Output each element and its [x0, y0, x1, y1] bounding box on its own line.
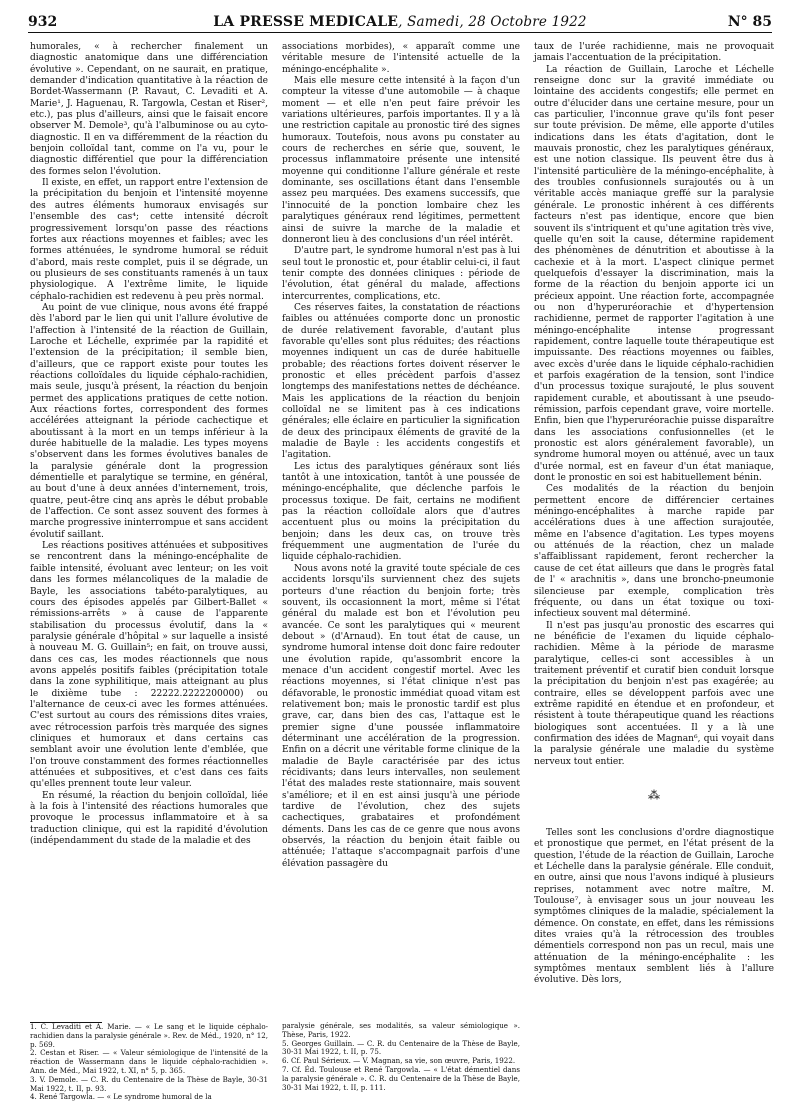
paragraph: Les réactions positives atténuées et subpositives se rencontrent dans la méningo-encéphalite de faible intensité, évoluant avec lenteur; on les voit dans les formes mélancoliques de la maladie de Bayle, les associations tabéto-paralytiques, au cours des épisodes appelés par Gilbert-Ballet « rémissions-arrêts » à cause de l'apparente stabilisation du processus évolutif, dans la « paralysie générale d'hôpital » sur laquelle a insisté à nouveau M. G. Guillain⁵; en fait, on trouve aussi, dans ces cas, les modes réactionnels que nous avons appelés positifs faibles (précipitation totale dans la zone syphilitique, mais atteignant au plus le dixième tube : 22222.2222200000) ou l'alternance de ceux-ci avec les formes atténuées. C'est surtout au cours des rémissions dites vraies, avec rétrocession parfois très marquée des signes cliniques et humoraux et dans certains cas semblant avoir une évolution lente d'emblée, que l'on trouve constamment des formes réactionnelles atténuées et subpositives, et c'est dans ces faits qu'elles prennent toute leur valeur.	[30, 541, 268, 790]
footnote: 4. René Targowla. — « Le syndrome humoral de la	[30, 1092, 212, 1102]
page-number: 932	[28, 14, 58, 30]
paragraph: Il existe, en effet, un rapport entre l'extension de la précipitation du benjoin et l'intensité moyenne des autres éléments humoraux envisagés sur l'ensemble des cas⁴; cette intensité décroît progressivement lorsqu'on passe des réactions fortes aux réactions moyennes et faibles; avec les formes atténuées, le syndrome humoral se réduit d'abord, mais reste complet, puis il se dégrade, un ou plusieurs de ses constituants ramenés à un taux physiologique. A l'extrême limite, le liquide céphalo-rachidien est redevenu à peu près normal.	[30, 178, 268, 302]
running-title	[28, 14, 772, 30]
paragraph: Il n'est pas jusqu'au pronostic des escarres qui ne bénéficie de l'examen du liquide céphalo-rachidien. Même à la période de marasme paralytique, celles-ci sont accessibles à un traitement préventif et curatif bien conduit lorsque la précipitation du benjoin n'est pas exagérée; au contraire, elles se développent parfois avec une extrême rapidité en étendue et en profondeur, et résistent à toute thérapeutique quand les réactions biologiques sont accentuées. Il y a là une confirmation des idées de Magnan⁶, qui voyait dans la paralysie générale une maladie du système nerveux tout entier.	[534, 620, 774, 767]
paragraph: Les ictus des paralytiques généraux sont liés tantôt à une intoxication, tantôt à une poussée de méningo-encéphalite, que déclenche parfois le processus toxique. De fait, certains ne modifient pas la réaction colloïdale alors que d'autres accentuent plus ou moins la précipitation du benjoin; dans les deux cas, on trouve très fréquemment une augmentation de l'urée du liquide céphalo-rachidien.	[282, 461, 520, 563]
section-separator: ⁂	[648, 788, 660, 802]
footnote: 2. Cestan et Riser. — « Valeur sémiologique de l'intensité de la réaction de Wassermann dans le liquide céphalo-rachidien ». Ann. de Méd., Mai 1922, t. XI, n° 5, p. 365.	[30, 1048, 268, 1075]
paragraph: La réaction de Guillain, Laroche et Léchelle renseigne donc sur la gravité immédiate ou lointaine des accidents congestifs; elle permet en outre d'élucider dans une certaine mesure, pour un cas particulier, l'inconnue grave qu'ils font peser sur toute prévision. De même, elle apporte d'utiles indications dans les états d'agitation, dont le mauvais pronostic, chez les paralytiques généraux, est une notion classique. Ils peuvent être dus à l'intensité particulière de la méningo-encéphalite, à des troubles confusionnels surajoutés ou à un véritable accès maniaque greffé sur la paralysie générale. Le pronostic inhérent à ces différents facteurs n'est pas identique, encore que bien souvent ils s'intriquent et qu'une agitation très vive, quelle qu'en soit la cause, détermine rapidement des phénomènes de dénutrition et aboutisse à la cachexie et à la mort. L'aspect clinique permet quelquefois d'essayer la discrimination, mais la forme de la réaction du benjoin apporte ici un précieux appoint. Une réaction forte, accompagnée ou non d'hyperuréorachie et d'hypertension rachidienne, permet de rapporter l'agitation à une méningo-encéphalite intense progressant rapidement, contre laquelle toute thérapeutique est impuissante. Des réactions moyennes ou faibles, avec excès d'urée dans le liquide céphalo-rachidien et parfois exagération de la tension, sont l'indice d'un processus toxique surajouté, le plus souvent rapidement curable, et aboutissant à une pseudo-rémission, parfois cependant grave, voire mortelle. Enfin, bien que l'hyperuréorachie puisse disparaître dans les associations confusionnelles (et le pronostic est alors généralement favorable), un syndrome humoral moyen ou atténué, avec un taux d'urée normal, est en faveur d'un état maniaque, dont le pronostic en soi est habituellement bénin.	[534, 64, 774, 484]
paragraph: En résumé, la réaction du benjoin colloïdal, liée à la fois à l'intensité des réactions humorales que provoque le processus inflammatoire et à sa traduction clinique, qui est la rapidité d'évolution (indépendamment du stade de la maladie et des	[30, 790, 268, 847]
text-column-right	[534, 42, 774, 987]
paragraph: taux de l'urée rachidienne, mais ne provoquait jamais l'accentuation de la précipitation.	[534, 42, 774, 64]
issue-number: N° 85	[727, 14, 772, 30]
paragraph: Telles sont les conclusions d'ordre diagnostique et pronostique que permet, en l'état présent de la question, l'étude de la réaction de Guillain, Laroche et Léchelle dans la paralysie générale. Elle conduit, en outre, ainsi que nous l'avons indiqué à plusieurs reprises, notamment avec notre maître, M. Toulouse⁷, à envisager sous un jour nouveau les symptômes cliniques de la maladie, spécialement la démence. On constate, en effet, dans les rémissions dites vraies qu'à la rétrocession des troubles démentiels correspond non pas un recul, mais une atténuation de la méningo-encéphalite : les symptômes mentaux semblent liés à l'allure évolutive. Dès lors,	[534, 828, 774, 986]
paragraph: Au point de vue clinique, nous avons été frappé dès l'abord par le lien qui unit l'allure évolutive de l'affection à l'intensité de la réaction de Guillain, Laroche et Léchelle, exprimée par la rapidité et l'extension de la précipitation; il semble bien, d'ailleurs, que ce rapport existe pour toutes les réactions colloïdales du liquide céphalo-rachidien, mais seule, jusqu'à présent, la réaction du benjoin permet des applications pratiques de cette notion. Aux réactions fortes, correspondent des formes accélérées atteignant la période cachectique et aboutissant à la mort en un temps inférieur à la durée habituelle de la maladie. Les types moyens s'observent dans les formes évolutives banales de la paralysie générale dont la progression démentielle et paralytique se termine, en général, au bout d'une à deux années d'internement, trois, quatre, peut-être cinq ans après le début probable de l'affection. Ce sont assez souvent des formes à marche progressive ininterrompue et sans accident évolutif saillant.	[30, 302, 268, 540]
paragraph: D'autre part, le syndrome humoral n'est pas à lui seul tout le pronostic et, pour établir celui-ci, il faut tenir compte des données cliniques : période de l'évolution, état général du malade, affections intercurrentes, complications, etc.	[282, 246, 520, 302]
paragraph: associations morbides), « apparaît comme une véritable mesure de l'intensité actuelle de la méningo-encéphalite ».	[282, 42, 520, 75]
text-column-middle	[282, 42, 520, 870]
issue-date: , Samedi, 28 Octobre 1922	[398, 14, 587, 30]
footnote: 6. Cf. Paul Sérieux. — V. Magnan, sa vie, son œuvre, Paris, 1922.	[282, 1056, 516, 1066]
text-column-left	[30, 42, 268, 847]
footnote: 7. Cf. Éd. Toulouse et René Targowla. — « L'état démentiel dans la paralysie générale ». C. R. du Centenaire de la Thèse de Bayle, 30-31 Mai 1922, t. II, p. 111.	[282, 1064, 520, 1092]
footnotes-left	[30, 1022, 268, 1102]
footnote: 1. C. Levaditi et A. Marie. — « Le sang et le liquide céphalo-rachidien dans la paralysie générale ». Rev. de Méd., 1920, n° 12, p. 569.	[30, 1022, 268, 1049]
paragraph: Ces modalités de la réaction du benjoin permettent encore de différencier certaines méningo-encéphalites à marche rapide par accélérations dues à une affection surajoutée, même en l'absence d'agitation. Les types moyens ou atténués de la réaction, chez un malade s'affaiblissant rapidement, feront rechercher la cause de cet état ailleurs que dans le progrès fatal de l' « arachnitis », dans une broncho-pneumonie silencieuse par exemple, complication très fréquente, ou dans un état toxique ou toxi-infectieux souvent mal déterminé.	[534, 484, 774, 620]
paragraph: Mais elle mesure cette intensité à la façon d'un compteur la vitesse d'une automobile — à chaque moment — et elle n'en peut faire prévoir les variations ultérieures, parfois importantes. Il y a là une restriction capitale au pronostic tiré des signes humoraux. Toutefois, nous avons pu constater au cours de recherches en série que, souvent, le processus inflammatoire présente une intensité moyenne qui conditionne l'allure générale et reste dominante, ses oscillations étant dans l'ensemble assez peu marquées. Des examens successifs, que l'innocuité de la ponction lombaire chez les paralytiques généraux rend légitimes, permettent ainsi de suivre la marche de la maladie et donneront lieu à des conclusions d'un réel intérêt.	[282, 76, 520, 245]
footnote: 3. V. Demole. — C. R. du Centenaire de la Thèse de Bayle, 30-31 Mai 1922, t. II, p. 93.	[30, 1074, 268, 1093]
page-header	[28, 14, 772, 33]
journal-title: LA PRESSE MEDICALE	[213, 14, 399, 30]
paragraph: Nous avons noté la gravité toute spéciale de ces accidents lorsqu'ils surviennent chez des sujets porteurs d'une réaction du benjoin forte; très souvent, ils occasionnent la mort, même si l'état général du malade est bon et l'évolution peu avancée. Ce sont les paralytiques qui « meurent debout » (d'Arnaud). En tout état de cause, un syndrome humoral intense doit donc faire redouter une évolution rapide, qu'assombrit encore la menace d'un accident congestif mortel. Avec les réactions moyennes, si l'état clinique n'est pas défavorable, le pronostic immédiat quoad vitam est relativement bon; mais le pronostic tardif est plus grave, car, dans bien des cas, l'attaque est le premier signe d'une poussée inflammatoire déterminant une accélération de la progression. Enfin on a décrit une véritable forme clinique de la maladie de Bayle caractérisée par des ictus récidivants; dans leurs intervalles, non seulement l'état des malades reste stationnaire, mais souvent s'améliore; et il en est ainsi jusqu'à une période tardive de l'évolution, chez des sujets cachectiques, grabataires et profondément déments. Dans les cas de ce genre que nous avons observés, la réaction du benjoin était faible ou atténuée; l'attaque s'accompagnait parfois d'une élévation passagère du	[282, 563, 520, 869]
footnote: 5. Georges Guillain. — C. R. du Centenaire de la Thèse de Bayle, 30-31 Mai 1922, t. II, p. 75.	[282, 1038, 520, 1057]
paragraph: Ces réserves faites, la constatation de réactions faibles ou atténuées comporte donc un pronostic de durée relativement favorable, d'autant plus favorable qu'elles sont plus réduites; des réactions moyennes indiquent un cas de durée habituelle probable; des réactions fortes doivent réserver le pronostic et elles précèdent parfois d'assez longtemps des manifestations nettes de déchéance. Mais les applications de la réaction du benjoin colloïdal ne se limitent pas à ces indications générales; elle éclaire en particulier la signification de deux des principaux éléments de gravité de la maladie de Bayle : les accidents congestifs et l'agitation.	[282, 302, 520, 461]
footnote: paralysie générale, ses modalités, sa valeur sémiologique ». Thèse, Paris, 1922.	[282, 1021, 520, 1039]
paragraph: humorales, « à rechercher finalement un diagnostic anatomique dans une différenciation évolutive ». Cependant, on ne saurait, en pratique, demander d'indication quantitative à la réaction de Bordet-Wassermann (P. Ravaut, C. Levaditi et A. Marie¹, J. Haguenau, R. Targowla, Cestan et Riser², etc.), pas plus d'ailleurs, ainsi que le faisait encore observer M. Demole³, qu'à l'albuminose ou au cyto-diagnostic. Il en va différemment de la réaction du benjoin colloïdal tant, comme on l'a vu, pour le diagnostic différentiel que pour la différenciation des formes selon l'évolution.	[30, 42, 268, 177]
